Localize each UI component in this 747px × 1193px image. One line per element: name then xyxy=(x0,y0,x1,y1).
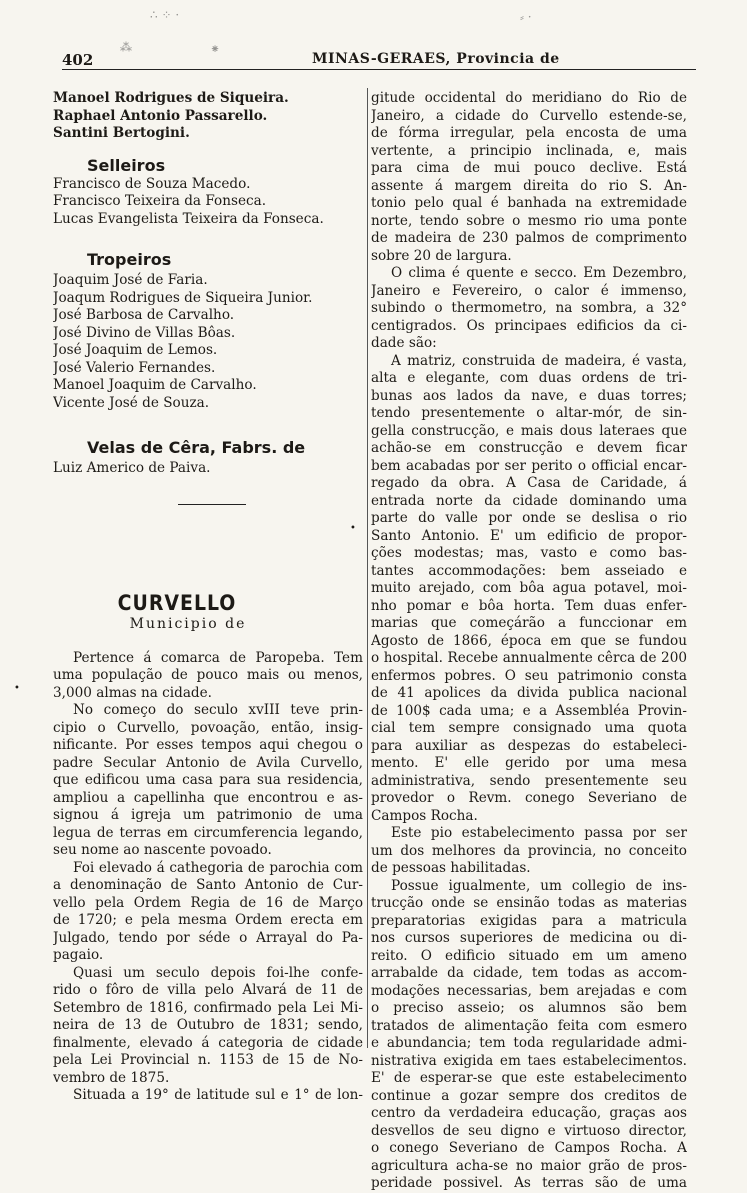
paragraph-line: gella construcção, e mais dous lateraes que xyxy=(371,422,687,439)
paragraph-line: norte, tendo sobre o mesmo rio uma ponte xyxy=(371,212,687,229)
paragraph-line: No começo do seculo xvIII teve prin- xyxy=(73,702,363,718)
paragraph-line: pela Lei Provincial n. 1153 de 15 de No- xyxy=(53,1052,363,1068)
paragraph-line: marias que começárão a funccionar em xyxy=(371,615,687,631)
paragraph-line: tendo presentemente o altar-mór, de sin- xyxy=(371,405,687,421)
paragraph-line: Julgado, tendo por séde o Arrayal do Pa- xyxy=(53,929,363,946)
paragraph-line: o hospital. Recebe annualmente cêrca de 200 xyxy=(371,650,687,666)
paragraph-line: Setembro de 1816, confirmado pela Lei Mi- xyxy=(53,999,363,1016)
paragraph-line: Situada a 19° de latitude sul e 1° de lon- xyxy=(73,1087,363,1103)
paragraph-line: signou á igreja um patrimonio de uma xyxy=(53,807,363,823)
ink-stain: ⸗ · xyxy=(520,10,532,24)
paragraph-line: vembro de 1875. xyxy=(53,1069,170,1086)
paragraph-line: mento. E' elle gerido por uma mesa xyxy=(371,755,687,771)
paragraph-line: O clima é quente e secco. Em Dezembro, xyxy=(391,265,687,281)
paragraph-line: parte do valle por onde se deslisa o rio xyxy=(371,510,687,526)
paragraph-line: de 41 apolices da divida publica nacional xyxy=(371,685,687,701)
left-column xyxy=(53,90,363,1105)
section-title: CURVELLO xyxy=(117,590,237,615)
paragraph-line: desvellos de seu digno e virtuoso director, xyxy=(371,1122,687,1139)
name-entry: Francisco Teixeira da Fonseca. xyxy=(53,193,267,209)
running-title: MINAS-GERAES, Provincia de xyxy=(312,51,560,67)
name-entry: José Valerio Fernandes. xyxy=(53,359,216,376)
paragraph-line: Quasi um seculo depois foi-lhe confe- xyxy=(73,964,363,981)
paragraph-line: Santo Antonio. E' um edificio de propor- xyxy=(371,527,687,544)
paragraph-line: vello pela Ordem Regia de 16 de Março xyxy=(53,894,363,911)
paragraph-line: nho pomar e bôa horta. Tem duas enfer- xyxy=(371,597,687,614)
paragraph-line: de pessoas habilitadas. xyxy=(371,860,531,876)
paragraph-line: bem acabadas por ser perito o official encar- xyxy=(371,457,687,474)
right-column xyxy=(371,90,687,1193)
paragraph-line: muito arejado, com bôa agua potavel, moi- xyxy=(371,580,687,596)
paragraph-line: Campos Rocha. xyxy=(371,807,478,824)
name-entry: Raphael Antonio Passarello. xyxy=(53,107,268,124)
paragraph-line: para cima de mui pouco declive. Está xyxy=(371,160,687,176)
section-subtitle: Municipio de xyxy=(129,616,247,632)
paragraph-line: rido o fôro de villa pelo Alvará de 11 de xyxy=(53,982,363,998)
paragraph-line: tantes accommodações: bem asseiado e xyxy=(371,562,687,579)
name-entry: José Barbosa de Carvalho. xyxy=(53,307,235,323)
paragraph-line: Janeiro e Fevereiro, o calor é immenso, xyxy=(371,282,687,299)
paragraph-line: Pertence á comarca de Paropeba. Tem xyxy=(73,649,363,666)
paragraph-line: pagaio. xyxy=(53,947,104,963)
ink-stain: ∴ ⁘ · xyxy=(150,8,180,22)
page-number: 402 xyxy=(62,51,94,69)
name-entry: Santini Bertogini. xyxy=(53,125,190,141)
paragraph-line: tonio pelo qual é banhada na extremidade xyxy=(371,195,687,211)
paragraph-line: cial tem sempre consignado uma quota xyxy=(371,720,687,736)
paragraph-line: dade são: xyxy=(371,335,437,351)
paragraph-line: finalmente, elevado á categoria de cidade xyxy=(53,1034,363,1051)
paragraph-line: de 1720; e pela mesma Ordem erecta em xyxy=(53,912,363,928)
paragraph-line: ções modestas; mas, vasto e como bas- xyxy=(371,545,687,561)
paragraph-line: arrabalde da cidade, tem todas as accom- xyxy=(371,965,687,981)
paragraph-line: assente á margem direita do rio S. An- xyxy=(371,177,687,194)
paragraph-line: achão-se em construcção e devem ficar xyxy=(371,440,687,456)
page-header xyxy=(62,47,696,70)
paragraph-line: que edificou uma casa para sua residencia, xyxy=(53,772,363,788)
paragraph-line: ampliou a capellinha que encontrou e as- xyxy=(53,789,363,806)
paragraph-line: Agosto de 1866, época em que se fundou xyxy=(371,632,687,649)
paragraph-line: de madeira de 230 palmos de comprimento xyxy=(371,230,687,246)
name-entry: Lucas Evangelista Teixeira da Fonseca. xyxy=(53,210,324,227)
paragraph-line: legua de terras em circumferencia legando, xyxy=(53,824,363,841)
paragraph-line: centigrados. Os principaes edificios da ci- xyxy=(371,317,687,334)
margin-dot: • xyxy=(14,683,20,694)
name-entry: Luiz Americo de Paiva. xyxy=(53,460,211,476)
name-entry: Joaquim José de Faria. xyxy=(53,272,208,288)
paragraph-line: cipio o Curvello, povoação, então, insig- xyxy=(53,719,363,736)
paragraph-line: um dos melhores da provincia, no conceito xyxy=(371,842,687,859)
paragraph-line: alta e elegante, com duas ordens de tri- xyxy=(371,370,687,386)
paragraph-line: provedor o Revm. conego Severiano de xyxy=(371,790,687,806)
paragraph-line: tratados de alimentação feita com esmero xyxy=(371,1017,687,1034)
paragraph-line: agricultura acha-se no maior grão de pros- xyxy=(371,1157,687,1174)
paragraph-line: de fórma irregular, pela encosta de uma xyxy=(371,125,687,141)
paragraph-line: regado da obra. A Casa de Caridade, á xyxy=(371,475,687,491)
paragraph-line: administrativa, sendo presentemente seu xyxy=(371,772,687,789)
name-entry: Manoel Rodrigues de Siqueira. xyxy=(53,90,289,106)
paragraph-line: nificante. Por esses tempos aqui chegou o xyxy=(53,737,363,753)
name-entry: Vicente José de Souza. xyxy=(53,394,210,411)
paragraph-line: uma população de pouco mais ou menos, xyxy=(53,667,363,683)
name-entry: José Joaquim de Lemos. xyxy=(53,342,218,358)
paragraph-line: gitude occidental do meridiano do Rio de xyxy=(371,90,687,106)
paragraph-line: nistrativa exigida em taes estabelecimentos. xyxy=(371,1052,687,1069)
paragraph-line: a denominação de Santo Antonio de Cur- xyxy=(53,877,363,893)
paragraph-line: sobre 20 de largura. xyxy=(371,247,512,264)
paragraph-line: reito. O edificio situado em um ameno xyxy=(371,947,687,964)
paragraph-line: o preciso asseio; os alumnos são bem xyxy=(371,1000,687,1016)
paragraph-line: bunas aos lados da nave, e duas torres; xyxy=(371,387,687,404)
paragraph-line: Este pio estabelecimento passa por ser xyxy=(391,825,687,841)
paragraph-line: continue a gozar sempre dos creditos de xyxy=(371,1087,687,1104)
paragraph-line: vertente, a principio inclinada, e, mais xyxy=(371,142,687,159)
paragraph-line: A matriz, construida de madeira, é vasta, xyxy=(391,352,687,369)
paragraph-line: E' de esperar-se que este estabelecimento xyxy=(371,1070,687,1086)
paragraph-line: 3,000 almas na cidade. xyxy=(53,684,212,701)
paragraph-line: e abundancia; tem toda regularidade admi- xyxy=(371,1035,687,1051)
section-separator xyxy=(178,504,246,505)
ink-stain: ⁕ xyxy=(210,42,221,56)
paragraph-line: neira de 13 de Outubro de 1831; sendo, xyxy=(53,1017,363,1033)
paragraph-line: entrada norte da cidade dominando uma xyxy=(371,492,687,509)
paragraph-line: padre Secular Antonio de Avila Curvello, xyxy=(53,754,363,771)
selleiros-heading: Selleiros xyxy=(87,155,166,175)
name-entry: Manoel Joaquim de Carvalho. xyxy=(53,377,257,393)
paragraph-line: peridade possivel. As terras são de uma xyxy=(371,1175,687,1191)
name-entry: José Divino de Villas Bôas. xyxy=(53,324,236,341)
paragraph-line: enfermos pobres. O seu patrimonio consta xyxy=(371,667,687,684)
paragraph-line: trucção onde se ensinão todas as materias xyxy=(371,895,687,911)
paragraph-line: Janeiro, a cidade do Curvello estende-se, xyxy=(371,107,687,124)
ink-stain: ⁂ xyxy=(120,40,132,54)
paragraph-line: seu nome ao nascente povoado. xyxy=(53,842,272,858)
paragraph-line: o conego Severiano de Campos Rocha. A xyxy=(371,1140,687,1156)
paragraph-line: preparatorias exigidas para a matricula xyxy=(371,912,687,929)
column-divider xyxy=(367,88,368,1048)
paragraph-line: Foi elevado á cathegoria de parochia com xyxy=(73,859,363,876)
name-entry: Francisco de Souza Macedo. xyxy=(53,175,251,192)
margin-dot: • xyxy=(350,523,356,534)
velas-heading: Velas de Cêra, Fabrs. de xyxy=(87,438,306,457)
paragraph-line: centro da verdadeira educação, graças aos xyxy=(371,1105,687,1121)
paragraph-line: Possue igualmente, um collegio de ins- xyxy=(391,877,687,894)
paragraph-line: subindo o thermometro, na sombra, a 32° xyxy=(371,300,687,316)
tropeiros-heading: Tropeiros xyxy=(87,250,172,269)
paragraph-line: modações necessarias, bem arejadas e com xyxy=(371,982,687,999)
paragraph-line: de 100$ cada uma; e a Assembléa Provin- xyxy=(371,702,687,719)
name-entry: Joaqum Rodrigues de Siqueira Junior. xyxy=(53,289,313,306)
paragraph-line: para auxiliar as despezas do estabeleci- xyxy=(371,737,687,754)
paragraph-line: nos cursos superiores de medicina ou di- xyxy=(371,930,687,946)
